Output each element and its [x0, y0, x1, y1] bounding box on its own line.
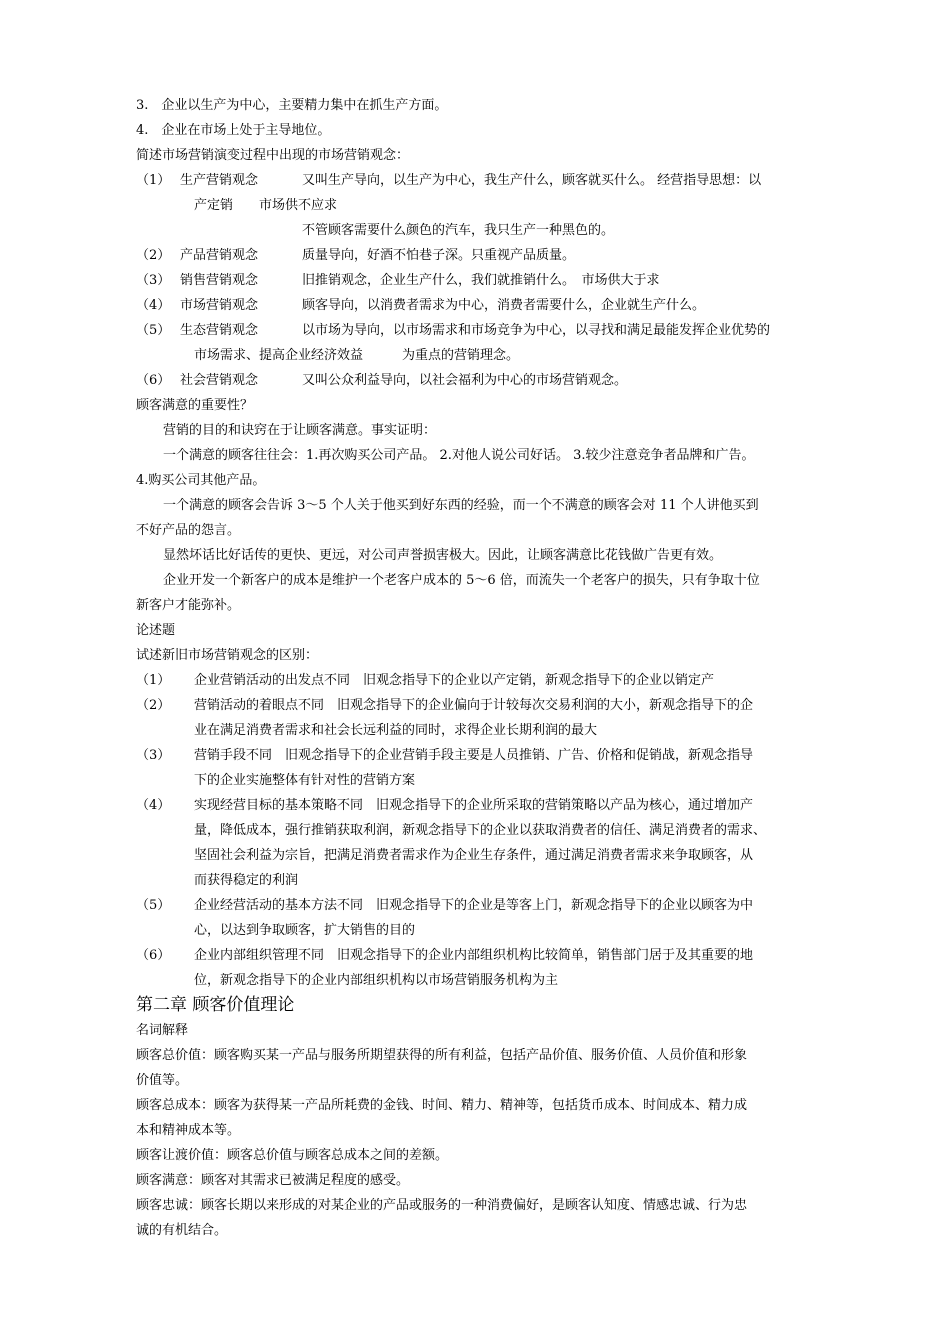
item-number: （6）: [136, 948, 171, 963]
item-text: 企业营销活动的出发点不同 旧观念指导下的企业以产定销，新观念指导下的企业以销定产: [194, 673, 715, 688]
paragraph-line: 企业开发一个新客户的成本是维护一个老客户成本的 5～6 倍，而流失一个老客户的损失，只有争取十位: [163, 573, 760, 588]
item-number: （1）: [136, 173, 171, 188]
paragraph-line: 显然坏话比好话传的更快、更远，对公司声誉损害极大。因此，让顾客满意比花钱做广告更有效。: [163, 548, 723, 563]
definition-line: 顾客满意：顾客对其需求已被满足程度的感受。: [136, 1173, 410, 1188]
paragraph-line: 一个满意的顾客会告诉 3～5 个人关于他买到好东西的经验，而一个不满意的顾客会对 11 个人讲他买到: [163, 498, 759, 513]
item-number: （2）: [136, 698, 171, 713]
concept-term: 产品营销观念: [180, 248, 259, 263]
paragraph-line: 一个满意的顾客往往会：1.再次购买公司产品。 2.对他人说公司好话。 3.较少注意竞争者品牌和广告。: [163, 448, 755, 463]
item-number: （4）: [136, 298, 171, 313]
definition-line: 价值等。: [136, 1073, 189, 1088]
item-text: 营销手段不同 旧观念指导下的企业营销手段主要是人员推销、广告、价格和促销战，新观念指导: [194, 748, 754, 763]
item-number: （5）: [136, 323, 171, 338]
item-text: 心，以达到争取顾客，扩大销售的目的: [194, 923, 416, 938]
definition-line: 顾客总价值：顾客购买某一产品与服务所期望获得的所有利益，包括产品价值、服务价值、人员价值和形象: [136, 1048, 748, 1063]
concept-description: 又叫公众利益导向，以社会福利为中心的市场营销观念。: [302, 373, 628, 388]
item-text: 量，降低成本，强行推销获取利润，新观念指导下的企业以获取消费者的信任、满足消费者的需求、: [194, 823, 767, 838]
section-heading: 名词解释: [136, 1023, 189, 1038]
paragraph-line: 4.购买公司其他产品。: [136, 473, 266, 488]
list-item-3: 3. 企业以生产为中心，主要精力集中在抓生产方面。: [136, 98, 448, 113]
definition-line: 顾客总成本：顾客为获得某一产品所耗费的金钱、时间、精力、精神等，包括货币成本、时间成本、精力成: [136, 1098, 748, 1113]
item-text: 企业内部组织管理不同 旧观念指导下的企业内部组织机构比较简单，销售部门居于及其重要的地: [194, 948, 754, 963]
item-number: （2）: [136, 248, 171, 263]
definition-line: 本和精神成本等。: [136, 1123, 241, 1138]
text-line: 产定销 市场供不应求: [194, 198, 338, 213]
definition-line: 顾客忠诚：顾客长期以来形成的对某企业的产品或服务的一种消费偏好，是顾客认知度、情感忠诚、行为忠: [136, 1198, 748, 1213]
question-heading: 简述市场营销演变过程中出现的市场营销观念：: [136, 148, 410, 163]
paragraph-line: 新客户才能弥补。: [136, 598, 241, 613]
item-text: 下的企业实施整体有针对性的营销方案: [194, 773, 416, 788]
text-line: 不管顾客需要什么颜色的汽车，我只生产一种黑色的。: [302, 223, 615, 238]
concept-description: 旧推销观念，企业生产什么，我们就推销什么。 市场供大于求: [302, 273, 660, 288]
item-number: （4）: [136, 798, 171, 813]
paragraph-line: 营销的目的和诀窍在于让顾客满意。事实证明：: [163, 423, 437, 438]
item-text: 企业经营活动的基本方法不同 旧观念指导下的企业是等客上门，新观念指导下的企业以顾客为中: [194, 898, 754, 913]
question-heading: 顾客满意的重要性？: [136, 398, 254, 413]
list-item-4: 4. 企业在市场上处于主导地位。: [136, 123, 331, 138]
item-number: （3）: [136, 273, 171, 288]
concept-term: 市场营销观念: [180, 298, 259, 313]
concept-description: 质量导向，好酒不怕巷子深。只重视产品质量。: [302, 248, 576, 263]
concept-term: 生产营销观念: [180, 173, 259, 188]
item-text: 业在满足消费者需求和社会长远利益的同时，求得企业长期利润的最大: [194, 723, 598, 738]
concept-term: 社会营销观念: [180, 373, 259, 388]
question-heading: 试述新旧市场营销观念的区别：: [136, 648, 319, 663]
definition-line: 诚的有机结合。: [136, 1223, 228, 1238]
item-number: （6）: [136, 373, 171, 388]
section-heading: 论述题: [136, 623, 176, 638]
text-line: 市场需求、提高企业经济效益 为重点的营销理念。: [194, 348, 520, 363]
concept-term: 销售营销观念: [180, 273, 259, 288]
item-text: 实现经营目标的基本策略不同 旧观念指导下的企业所采取的营销策略以产品为核心，通过增加产: [194, 798, 754, 813]
concept-description: 顾客导向，以消费者需求为中心，消费者需要什么，企业就生产什么。: [302, 298, 706, 313]
chapter-title: 第二章 顾客价值理论: [136, 995, 295, 1015]
item-number: （1）: [136, 673, 171, 688]
paragraph-line: 不好产品的怨言。: [136, 523, 241, 538]
definition-line: 顾客让渡价值：顾客总价值与顾客总成本之间的差额。: [136, 1148, 449, 1163]
item-text: 位，新观念指导下的企业内部组织机构以市场营销服务机构为主: [194, 973, 559, 988]
concept-term: 生态营销观念: [180, 323, 259, 338]
item-text: 营销活动的着眼点不同 旧观念指导下的企业偏向于计较每次交易利润的大小，新观念指导下的企: [194, 698, 754, 713]
item-number: （5）: [136, 898, 171, 913]
concept-description: 又叫生产导向，以生产为中心，我生产什么，顾客就买什么。 经营指导思想：以: [302, 173, 762, 188]
item-text: 坚固社会利益为宗旨，把满足消费者需求作为企业生存条件，通过满足消费者需求来争取顾客，从: [194, 848, 754, 863]
item-number: （3）: [136, 748, 171, 763]
concept-description: 以市场为导向，以市场需求和市场竞争为中心，以寻找和满足最能发挥企业优势的: [302, 323, 771, 338]
item-text: 而获得稳定的利润: [194, 873, 299, 888]
